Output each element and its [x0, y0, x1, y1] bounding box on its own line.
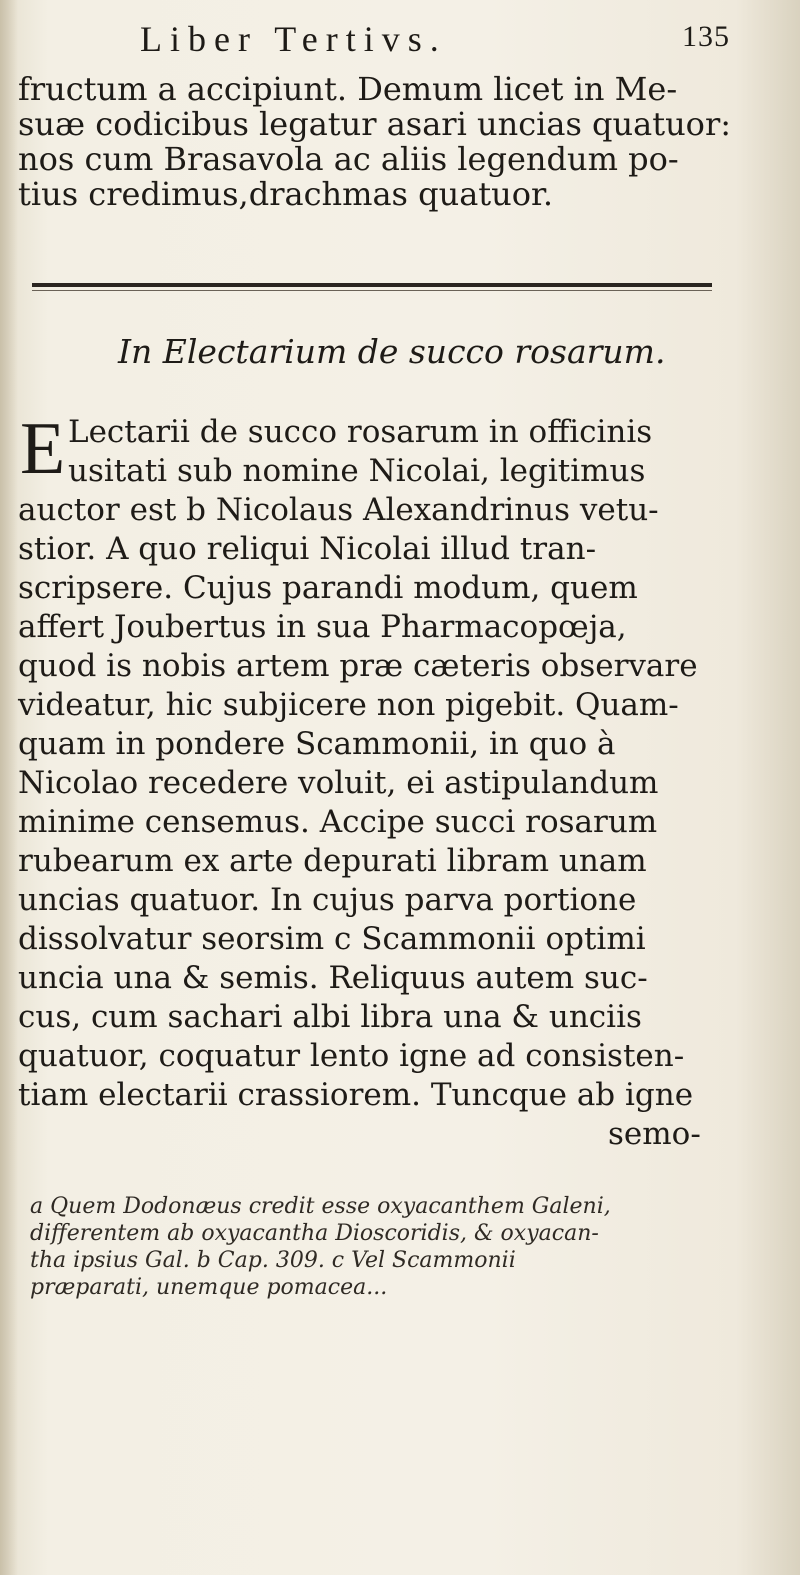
catchword: semo-	[608, 1116, 701, 1152]
text-line: usitati sub nomine Nicolai, legitimus	[68, 453, 646, 489]
text-line: tius credimus,drachmas quatuor.	[18, 175, 553, 213]
text-line: minime censemus. Accipe succi rosarum	[18, 804, 658, 840]
drop-cap: E	[20, 408, 66, 490]
footnote-line: a Quem Dodonæus credit esse oxyacanthem Galeni,	[30, 1194, 611, 1219]
text-line: uncias quatuor. In cujus parva portione	[18, 882, 637, 918]
continued-paragraph	[18, 70, 732, 213]
running-head-title: Liber Tertivs.	[140, 19, 447, 59]
text-line: suæ codicibus legatur asari uncias quatuor:	[18, 105, 732, 143]
text-line: scripsere. Cujus parandi modum, quem	[18, 570, 638, 606]
page-number: 135	[682, 20, 730, 53]
text-line: dissolvatur seorsim c Scammonii optimi	[18, 921, 646, 957]
text-line: tiam electarii crassiorem. Tuncque ab igne	[18, 1077, 694, 1113]
text-line: uncia una & semis. Reliquus autem suc-	[18, 960, 648, 996]
text-line: videatur, hic subjicere non pigebit. Quam-	[18, 687, 679, 723]
text-line: auctor est b Nicolaus Alexandrinus vetu-	[18, 492, 659, 528]
text-line: quam in pondere Scammonii, in quo à	[18, 726, 616, 762]
text-line: Nicolao recedere voluit, ei astipulandum	[18, 765, 659, 801]
text-line: affert Joubertus in sua Pharmacopœja,	[18, 609, 627, 645]
footnote-line: differentem ab oxyacantha Dioscoridis, & oxyacan-	[30, 1221, 599, 1246]
section-rule-thin	[32, 290, 712, 291]
text-line: cus, cum sachari albi libra una & unciis	[18, 999, 642, 1035]
footnotes	[30, 1193, 730, 1301]
text-line: rubearum ex arte depurati libram unam	[18, 843, 647, 879]
text-line: quatuor, coquatur lento igne ad consisten-	[18, 1038, 685, 1074]
body-paragraph	[18, 408, 718, 1154]
text-line: Lectarii de succo rosarum in officinis	[68, 414, 653, 450]
section-rule	[32, 283, 712, 287]
text-line: stior. A quo reliqui Nicolai illud tran-	[18, 531, 597, 567]
text-line: fructum a accipiunt. Demum licet in Me-	[18, 70, 678, 108]
section-heading: In Electarium de succo rosarum.	[118, 332, 666, 371]
footnote-line: tha ipsius Gal. b Cap. 309. c Vel Scammonii	[30, 1248, 516, 1273]
text-line: nos cum Brasavola ac aliis legendum po-	[18, 140, 679, 178]
page-gutter	[0, 0, 18, 1575]
footnote-line: præparati, unemque pomacea...	[30, 1275, 388, 1300]
text-line: quod is nobis artem præ cæteris observare	[18, 648, 698, 684]
running-head	[140, 18, 730, 60]
